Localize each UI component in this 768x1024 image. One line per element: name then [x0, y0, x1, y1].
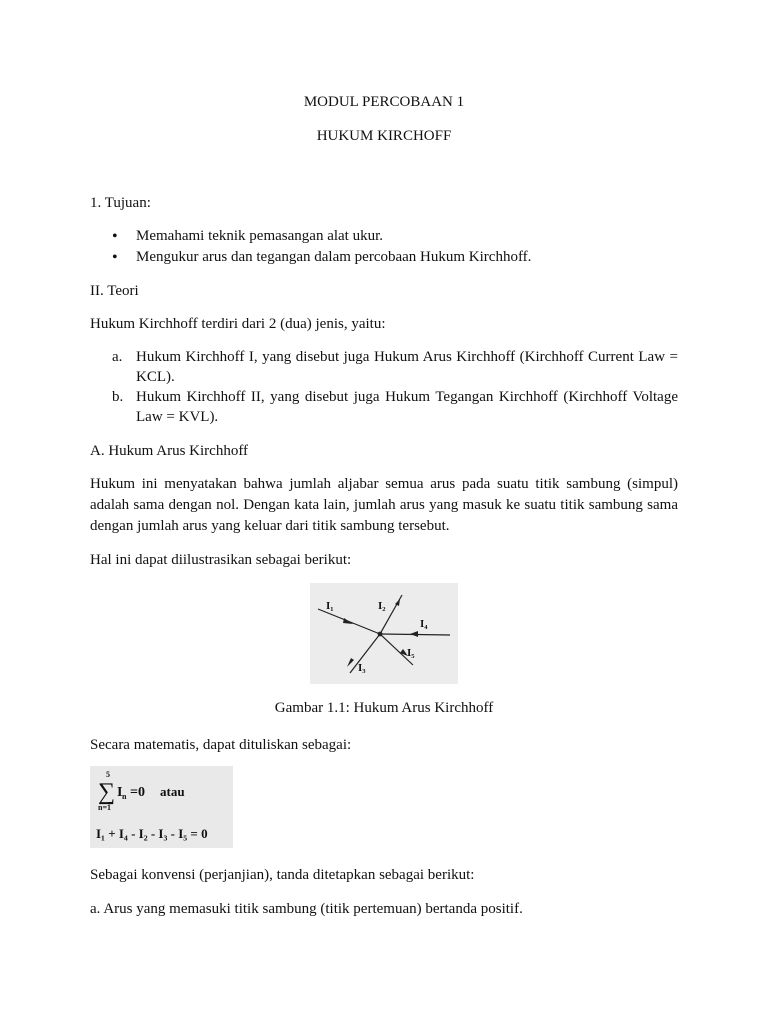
section-tujuan-heading: 1. Tujuan:: [90, 195, 151, 211]
label-i2: I₂: [378, 600, 386, 612]
illustration-intro: Hal ini dapat diilustrasikan sebagai berikut:: [90, 552, 352, 568]
kcl-paragraph: Hukum ini menyatakan bahwa jumlah aljabar semua arus pada suatu titik sambung (simpul) adalah sama dengan nol. Dengan kata lain, jumlah arus yang masuk ke suatu titik sambung sama dengan jumlah arus yang keluar dari titik sambung tersebut.: [90, 476, 678, 534]
sum-lower-limit: n=1: [98, 803, 112, 812]
figure-caption: Gambar 1.1: Hukum Arus Kirchhoff: [274, 700, 494, 716]
atau-word: atau: [160, 784, 185, 799]
sum-symbol: ∑: [98, 779, 116, 805]
bullet-icon: •: [112, 249, 118, 266]
kcl-junction-diagram: [310, 583, 458, 684]
junction-node: [378, 632, 383, 637]
label-i5: I₅: [407, 647, 415, 659]
kcl-junction-figure: [310, 583, 458, 684]
tujuan-bullet-text: Memahami teknik pemasangan alat ukur.: [136, 228, 384, 244]
convention-intro: Sebagai konvensi (perjanjian), tanda ditetapkan sebagai berikut:: [90, 867, 475, 883]
kcl-equation-image: [90, 766, 233, 848]
sum-equals-zero: =0: [130, 785, 145, 800]
list-item-text: Hukum Kirchhoff II, yang disebut juga Hukum Tegangan Kirchhoff (Kirchhoff Voltage Law = KVL).: [136, 389, 678, 425]
arrow-i3: [347, 658, 354, 667]
label-i4: I₄: [420, 618, 428, 630]
list-marker: a.: [112, 349, 123, 365]
arrow-i4: [410, 631, 418, 637]
bullet-icon: •: [112, 228, 118, 245]
module-title: MODUL PERCOBAAN 1: [303, 94, 465, 110]
sum-upper-limit: 5: [106, 770, 110, 779]
label-i3: I₃: [358, 662, 366, 674]
section-a-heading: A. Hukum Arus Kirchhoff: [90, 443, 249, 459]
kcl-equation: [90, 766, 233, 848]
arrow-i1: [343, 618, 353, 624]
math-intro: Secara matematis, dapat dituliskan sebagai:: [90, 737, 352, 753]
tujuan-bullet-text: Mengukur arus dan tegangan dalam percobaan Hukum Kirchhoff.: [136, 249, 532, 265]
teori-intro: Hukum Kirchhoff terdiri dari 2 (dua) jenis, yaitu:: [90, 316, 386, 332]
list-item-text: Hukum Kirchhoff I, yang disebut juga Hukum Arus Kirchhoff (Kirchhoff Current Law = KCL).: [136, 349, 678, 385]
sum-term: I: [117, 785, 123, 800]
expanded-equation: I₁ + I₄ - I₂ - I₃ - I₅ = 0: [96, 826, 208, 841]
module-subtitle: HUKUM KIRCHOFF: [316, 128, 452, 144]
convention-item-a: a. Arus yang memasuki titik sambung (titik pertemuan) bertanda positif.: [90, 901, 523, 917]
label-i1: I₁: [326, 600, 334, 612]
sum-term-subscript: n: [122, 792, 127, 801]
section-teori-heading: II. Teori: [90, 283, 139, 299]
list-marker: b.: [112, 389, 124, 405]
